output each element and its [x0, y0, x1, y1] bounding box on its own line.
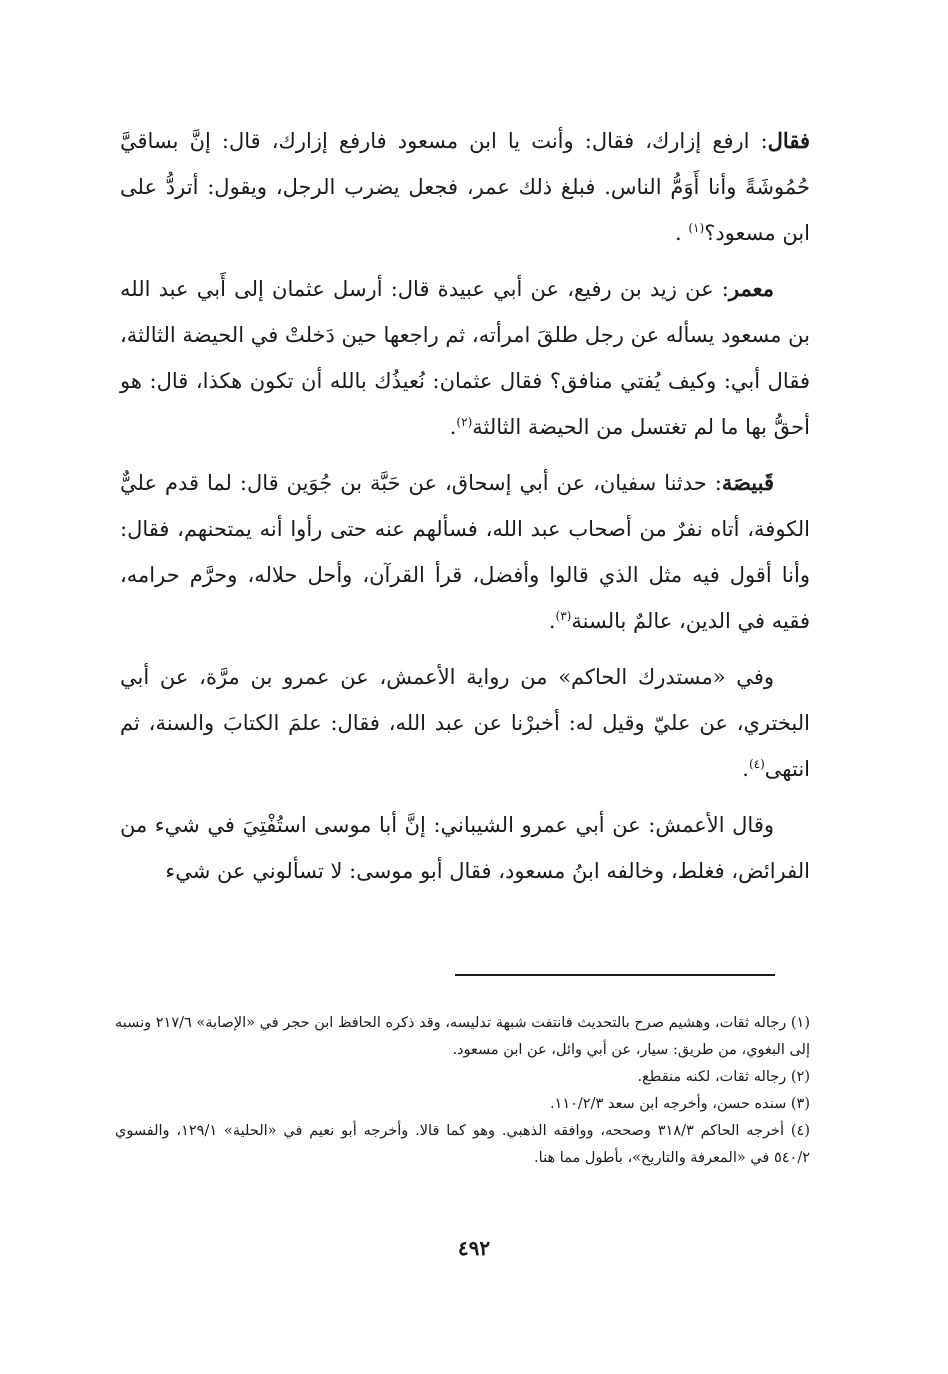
footnote-ref: (٢) [456, 415, 473, 429]
paragraph-4 [120, 654, 810, 792]
paragraph-text: : حدثنا سفيان، عن أبي إسحاق، عن حَبَّة بن جُوَين قال: لما قدم عليٌّ الكوفة، أتاه نفرٌ من أصحاب عبد الله، فسألهم عنه حتى رأوا أنه يمتحنهم، فقال: وأنا أقول فيه مثل الذي قالوا وأفضل، قرأ القرآن، وأحل حلاله، وحرَّم حرامه، فقيه في الدين، عالمٌ بالسنة [120, 471, 810, 633]
footnotes [115, 1010, 810, 1172]
paragraph-3 [120, 460, 810, 644]
paragraph-end: . [449, 415, 457, 439]
paragraph-end: . [675, 221, 689, 245]
main-text-body [120, 118, 810, 904]
footnote-1: (١) رجاله ثقات، وهشيم صرح بالتحديث فانتفت شبهة تدليسه، وقد ذكره الحافظ ابن حجر في «الإصابة» ٢١٧/٦ ونسبه إلى البغوي، من طريق: سيار، عن أبي وائل، عن ابن مسعود. [115, 1015, 810, 1058]
paragraph-2 [120, 266, 810, 450]
footnote-ref: (٣) [555, 609, 572, 623]
footnote-ref: (١) [688, 221, 705, 235]
footnote-3: (٣) سنده حسن، وأخرجه ابن سعد ١١٠/٢/٣. [549, 1096, 810, 1112]
paragraph-5 [120, 802, 810, 894]
paragraph-text: وقال الأعمش: عن أبي عمرو الشيباني: إنَّ أبا موسى استُفْتِيَ في شيء من الفرائض، فغلط، وخالفه ابنُ مسعود، فقال أبو موسى: لا تسألوني عن شيء [120, 813, 810, 883]
footnote-ref: (٤) [748, 757, 765, 771]
paragraph-text: : عن زيد بن رفيع، عن أبي عبيدة قال: أرسل عثمان إلى أَبي عبد الله بن مسعود يسأله عن رجل طلقَ امرأته، ثم راجعها حين دَخلتْ في الحيضة الثالثة، فقال أبي: وكيف يُفتي منافق؟ فقال عثمان: نُعيذُك بالله أن تكون هكذا، قال: هو أحقُّ بها ما لم تغتسل من الحيضة الثالثة [120, 277, 810, 439]
paragraph-lead: قَبيصَة [721, 470, 774, 495]
paragraph-end: . [742, 757, 749, 781]
paragraph-lead: معمر [728, 276, 774, 301]
paragraph-text: : ارفع إزارك، فقال: وأنت يا ابن مسعود فارفع إزارك، قال: إنَّ بساقيَّ حُمُوشَةً وأنا أَوَمُّ الناس. فبلغ ذلك عمر، فجعل يضرب الرجل، ويقول: أتردُّ على ابن مسعود؟ [120, 129, 810, 245]
footnote-divider [455, 974, 775, 976]
paragraph-end: . [548, 609, 556, 633]
paragraph-lead: فقال [767, 128, 810, 153]
footnote-4: (٤) أخرجه الحاكم ٣١٨/٣ وصححه، ووافقه الذهبي. وهو كما قالا. وأخرجه أبو نعيم في «الحلية» ١٢٩/١، والفسوي ٥٤٠/٢ في «المعرفة والتاريخ»، بأطول مما هنا. [115, 1123, 810, 1166]
page-number: ٤٩٢ [457, 1236, 491, 1260]
paragraph-1 [120, 118, 810, 256]
paragraph-text: وفي «مستدرك الحاكم» من رواية الأعمش، عن عمرو بن مرَّة، عن أبي البختري، عن عليّ وقيل له: أخبرْنا عن عبد الله، فقال: علمَ الكتابَ والسنة، ثم انتهى [120, 665, 810, 781]
footnote-2: (٢) رجاله ثقات، لكنه منقطع. [637, 1069, 810, 1085]
